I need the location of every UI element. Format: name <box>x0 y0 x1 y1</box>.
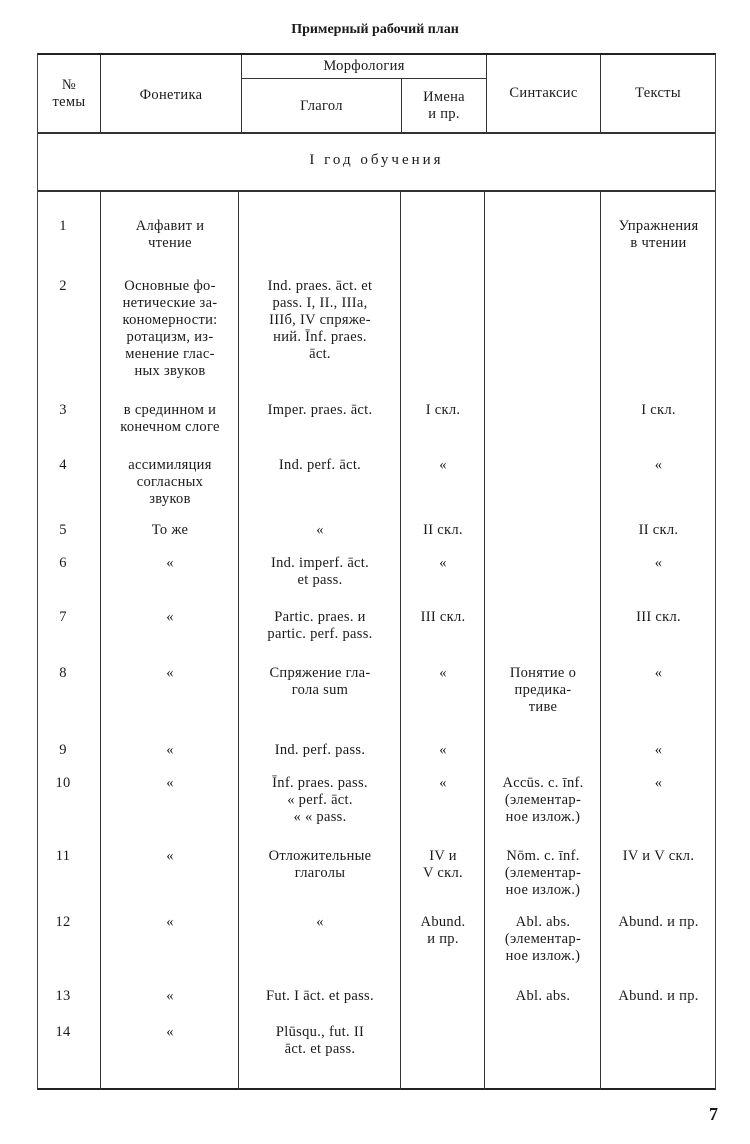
cell-nouns: I скл. <box>425 402 461 418</box>
cell-phonetics: « <box>166 742 174 758</box>
cell-verb: « <box>316 522 324 538</box>
cell-nouns: « <box>439 742 447 758</box>
cell-phonetics: Алфавит и чтение <box>135 218 205 251</box>
cell-syntax: Abl. abs. <box>515 988 571 1004</box>
cell-texts: Упражнения в чтении <box>618 218 699 251</box>
page-number: 7 <box>709 1104 718 1124</box>
cell-num: 1 <box>59 218 67 234</box>
plan-table <box>37 53 716 1090</box>
cell-nouns: II скл. <box>423 522 463 538</box>
header-morphology: Морфология <box>323 58 405 74</box>
cell-num: 14 <box>55 1024 71 1040</box>
cell-phonetics: « <box>166 775 174 791</box>
cell-phonetics: Основные фо- нетические за- кономерности: ротацизм, из- менение глас- ных звуков <box>122 278 218 379</box>
page-title: Примерный рабочий план <box>291 22 459 37</box>
cell-texts: « <box>654 775 663 791</box>
cell-phonetics: ассимиляция согласных звуков <box>128 457 212 507</box>
cell-texts: IV и V скл. <box>622 848 695 864</box>
cell-texts: Abund. и пр. <box>618 914 699 930</box>
cell-num: 12 <box>55 914 71 930</box>
cell-verb: Ind. imperf. āct. et pass. <box>270 555 370 588</box>
cell-num: 10 <box>55 775 71 791</box>
cell-verb: Отложительные глаголы <box>268 848 372 881</box>
cell-num: 9 <box>59 742 67 758</box>
cell-num: 4 <box>59 457 67 473</box>
cell-texts: « <box>654 457 663 473</box>
year-label: I год обучения <box>309 152 444 168</box>
cell-num: 2 <box>59 278 67 294</box>
cell-phonetics: « <box>166 609 174 625</box>
cell-nouns: « <box>439 775 447 791</box>
cell-phonetics: « <box>166 914 174 930</box>
cell-nouns: III скл. <box>420 609 466 625</box>
cell-texts: I скл. <box>641 402 676 418</box>
cell-nouns: « <box>439 555 447 571</box>
cell-phonetics: в срединном и конечном слоге <box>120 402 220 435</box>
cell-num: 6 <box>59 555 67 571</box>
cell-syntax: Accūs. c. īnf. (элементар- ное излож.) <box>502 775 584 825</box>
cell-verb: Ind. perf. pass. <box>274 742 366 758</box>
cell-verb: Partic. praes. и partic. perf. pass. <box>267 609 373 642</box>
cell-syntax: Nōm. c. īnf. (элементар- ное излож.) <box>504 848 582 898</box>
cell-nouns: « <box>439 665 447 681</box>
cell-verb: Ind. praes. āct. et pass. I, II., IIIa, IIIб, IV спряже- ний. Īnf. praes. āct. <box>267 278 373 362</box>
cell-syntax: Понятие о предика- тиве <box>509 665 577 715</box>
cell-texts: Abund. и пр. <box>618 988 699 1004</box>
cell-phonetics: « <box>166 665 174 681</box>
cell-nouns: IV и V скл. <box>423 848 463 881</box>
col-divider-1 <box>100 191 101 1090</box>
header-divider <box>242 78 487 79</box>
col-divider-2 <box>238 191 239 1090</box>
cell-phonetics: То же <box>151 522 189 538</box>
cell-phonetics: « <box>166 988 174 1004</box>
col-divider-3 <box>400 191 401 1090</box>
cell-texts: « <box>654 555 663 571</box>
cell-num: 8 <box>59 665 67 681</box>
cell-texts: III скл. <box>636 609 681 625</box>
header-bottom-rule <box>38 132 715 134</box>
cell-num: 7 <box>59 609 67 625</box>
year-bottom-rule <box>38 190 715 192</box>
cell-verb: Plūsqu., fut. II āct. et pass. <box>275 1024 365 1057</box>
header-num: № темы <box>52 77 86 110</box>
cell-verb: Fut. I āct. et pass. <box>266 988 374 1004</box>
cell-num: 3 <box>59 402 67 418</box>
header-nouns: Имена и пр. <box>423 89 465 122</box>
cell-phonetics: « <box>166 848 174 864</box>
cell-texts: II скл. <box>638 522 679 538</box>
cell-syntax: Abl. abs. (элементар- ное излож.) <box>504 914 582 964</box>
header-verb: Глагол <box>300 98 343 114</box>
col-divider-4 <box>484 191 485 1090</box>
cell-texts: « <box>654 742 663 758</box>
cell-verb: Īnf. praes. pass. « perf. āct. « « pass. <box>272 775 368 825</box>
header-phonetics: Фонетика <box>139 87 203 103</box>
cell-num: 13 <box>55 988 71 1004</box>
cell-verb: « <box>316 914 324 930</box>
header-texts: Тексты <box>635 85 681 101</box>
cell-phonetics: « <box>166 1024 174 1040</box>
col-divider-5 <box>600 191 601 1090</box>
cell-nouns: « <box>439 457 447 473</box>
header-syntax: Синтаксис <box>509 85 578 101</box>
cell-num: 5 <box>59 522 67 538</box>
cell-verb: Imper. praes. āct. <box>267 402 373 418</box>
cell-verb: Ind. perf. āct. <box>278 457 362 473</box>
cell-verb: Спряжение гла- гола sum <box>269 665 371 698</box>
cell-num: 11 <box>55 848 71 864</box>
cell-nouns: Abund. и пр. <box>420 914 466 947</box>
cell-texts: « <box>654 665 663 681</box>
cell-phonetics: « <box>166 555 174 571</box>
